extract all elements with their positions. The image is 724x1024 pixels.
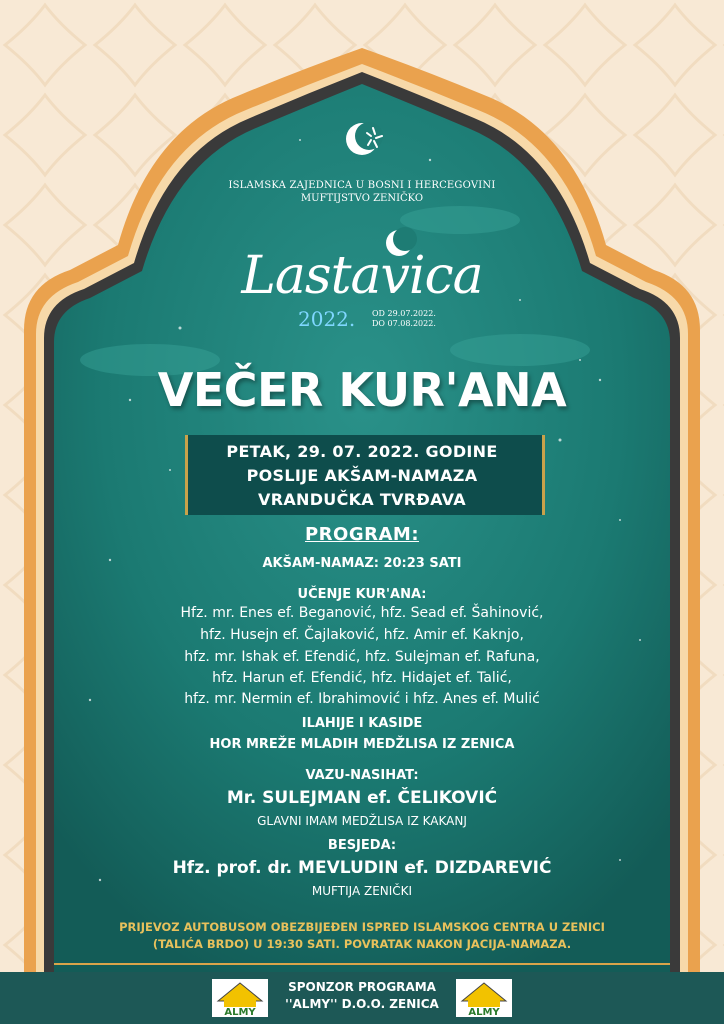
ilahije-heading: ILAHIJE I KASIDE — [301, 716, 423, 731]
vazu-speaker: Mr. SULEJMAN ef. ČELIKOVIĆ — [226, 788, 498, 808]
besjeda-speaker-role: MUFTIJA ZENIČKI — [311, 884, 413, 898]
sponsor-logo-text: ALMY — [468, 1007, 500, 1017]
crescent-logo-icon — [340, 114, 390, 164]
sponsor-logo-left — [212, 979, 268, 1017]
event-date-to: DO 07.08.2022. — [372, 319, 436, 328]
transport-note-line1: PRIJEVOZ AUTOBUSOM OBEZBIJEĐEN ISPRED ISLAMSKOG CENTRA U ZENICI — [119, 920, 605, 934]
ilahije-performer: HOR MREŽE MLADIH MEDŽLISA IZ ZENICA — [209, 737, 515, 752]
info-location: VRANDUČKA TVRĐAVA — [258, 490, 466, 509]
vazu-speaker-role: GLAVNI IMAM MEDŽLISA IZ KAKANJ — [257, 814, 467, 828]
info-time: POSLIJE AKŠAM-NAMAZA — [246, 466, 478, 485]
org-name-line2: MUFTIJSTVO ZENIČKO — [300, 193, 424, 204]
sponsor-logo-text: ALMY — [224, 1007, 256, 1017]
ucenje-heading: UČENJE KUR'ANA: — [297, 587, 427, 602]
program-heading: PROGRAM: — [304, 524, 420, 545]
event-date-from: OD 29.07.2022. — [372, 309, 436, 318]
reciter-line: hfz. Husejn ef. Čajlaković, hfz. Amir ef. Kaknjo, — [200, 627, 524, 643]
event-logo-name: Lastavica — [241, 246, 483, 306]
org-name-line1: ISLAMSKA ZAJEDNICA U BOSNI I HERCEGOVINI — [228, 180, 496, 191]
besjeda-heading: BESJEDA: — [327, 838, 397, 853]
event-dates — [372, 309, 436, 329]
vazu-heading: VAZU-NASIHAT: — [305, 768, 419, 783]
reciter-line: hfz. mr. Nermin ef. Ibrahimović i hfz. Anes ef. Mulić — [184, 691, 540, 707]
page-title: VEČER KUR'ANA — [157, 363, 567, 417]
event-logo-year: 2022. — [298, 307, 356, 331]
reciter-line: Hfz. mr. Enes ef. Beganović, hfz. Sead ef. Šahinović, — [180, 605, 544, 621]
house-logo-icon — [456, 979, 512, 1017]
reciter-line: hfz. Harun ef. Efendić, hfz. Hidajet ef. Talić, — [212, 670, 512, 686]
besjeda-speaker: Hfz. prof. dr. MEVLUDIN ef. DIZDAREVIĆ — [172, 858, 552, 878]
reciter-line: hfz. mr. Ishak ef. Efendić, hfz. Sulejman ef. Rafuna, — [184, 649, 540, 665]
transport-note-line2: (TALIĆA BRDO) U 19:30 SATI. POVRATAK NAKON JACIJA-NAMAZA. — [152, 937, 572, 951]
house-logo-icon — [212, 979, 268, 1017]
aksam-time: AKŠAM-NAMAZ: 20:23 SATI — [262, 556, 462, 571]
sponsor-logo-right — [456, 979, 512, 1017]
sponsor-line1: SPONZOR PROGRAMA — [288, 980, 436, 994]
info-date: PETAK, 29. 07. 2022. GODINE — [226, 442, 498, 461]
sponsor-line2: ''ALMY'' D.O.O. ZENICA — [285, 997, 439, 1011]
